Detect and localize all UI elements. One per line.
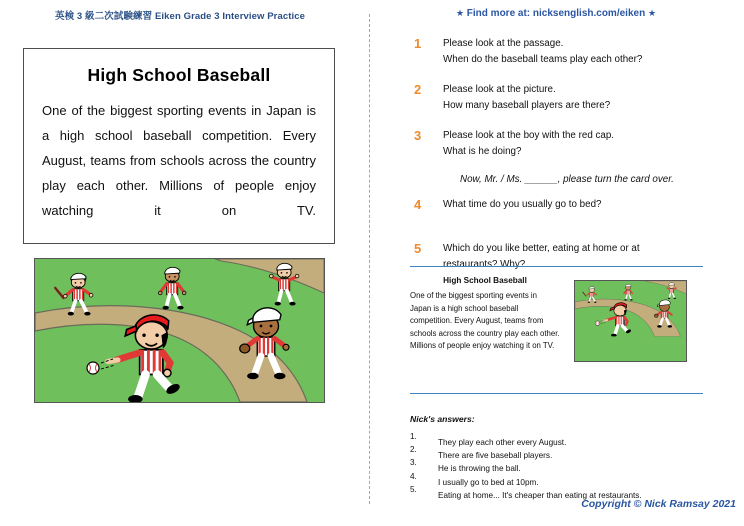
mini-passage-card — [410, 276, 560, 353]
question-number: 5 — [414, 241, 422, 256]
answer-text: Eating at home... It's cheaper than eating at restaurants. — [438, 490, 642, 500]
passage-title: High School Baseball — [87, 65, 271, 85]
question-text — [443, 128, 730, 160]
divider-rule-bottom — [410, 393, 703, 394]
question-line: What time do you usually go to bed? — [443, 199, 602, 210]
question-item — [400, 128, 730, 160]
baseball-illustration — [34, 258, 325, 403]
question-number: 1 — [414, 36, 422, 51]
mini-passage-title: High School Baseball — [443, 276, 527, 285]
question-item — [400, 197, 730, 227]
divider-rule-top — [410, 266, 703, 267]
question-line: When do the baseball teams play each other? — [443, 54, 643, 65]
answer-row — [410, 485, 730, 498]
questions-list — [400, 36, 730, 287]
answer-row — [410, 432, 730, 445]
copyright-notice: Copyright © Nick Ramsay 2021 — [581, 498, 736, 510]
question-line: Which do you like better, eating at home or at — [443, 243, 640, 254]
question-number: 2 — [414, 82, 422, 97]
turn-card-instruction: Now, Mr. / Ms. ______, please turn the card over. — [460, 174, 674, 185]
answers-heading: Nick's answers: — [410, 414, 475, 424]
header-left-english: Eiken Grade 3 Interview Practice — [155, 11, 305, 22]
answer-number: 1. — [410, 432, 417, 441]
question-line: restaurants? Why? — [443, 259, 526, 270]
header-right — [380, 8, 732, 19]
answer-text: There are five baseball players. — [438, 451, 553, 461]
answer-number: 3. — [410, 458, 417, 468]
answers-list — [410, 432, 730, 498]
passage-card — [23, 48, 335, 244]
answer-text: He is throwing the ball. — [438, 464, 521, 474]
question-item — [400, 36, 730, 68]
question-line: Please look at the picture. — [443, 84, 556, 95]
answer-row — [410, 445, 730, 461]
question-line: Please look at the boy with the red cap. — [443, 130, 615, 141]
question-line: How many baseball players are there? — [443, 100, 611, 111]
question-number: 4 — [414, 197, 422, 212]
star-icon-right: ★ — [647, 8, 657, 18]
header-left — [0, 8, 360, 22]
answer-row — [410, 472, 730, 485]
mini-passage-body: One of the biggest sporting events in Japan is a high school baseball competition. Every August, teams from schools across the country play each other. Millions of people enjoy watching it on TV. — [410, 291, 560, 350]
question-item — [400, 82, 730, 114]
question-text — [443, 197, 730, 213]
star-icon-left: ★ — [455, 8, 465, 18]
question-text — [443, 241, 730, 273]
answer-number: 5. — [410, 484, 417, 494]
question-text — [443, 82, 730, 114]
answer-row — [410, 458, 730, 474]
mini-baseball-scene-svg — [575, 281, 687, 336]
baseball-scene-svg — [35, 259, 324, 402]
answer-text: I usually go to bed at 10pm. — [438, 477, 539, 487]
mini-baseball-illustration — [574, 280, 687, 362]
answer-number: 2. — [410, 445, 417, 455]
question-item — [400, 241, 730, 273]
question-text — [443, 36, 730, 68]
question-line: Please look at the passage. — [443, 38, 564, 49]
answer-number: 4. — [410, 471, 417, 481]
header-right-text[interactable]: Find more at: nicksenglish.com/eiken — [466, 8, 646, 19]
answer-text: They play each other every August. — [438, 438, 567, 447]
passage-body: One of the biggest sporting events in Japan is a high school baseball competition. Every August, teams from schools across the country play each other. Millions of people enjoy watching it on TV. — [42, 103, 316, 218]
center-divider — [369, 14, 370, 504]
question-number: 3 — [414, 128, 422, 143]
question-line: What is he doing? — [443, 146, 522, 157]
header-left-japanese: 英検 3 級二次試験練習 — [54, 11, 153, 22]
